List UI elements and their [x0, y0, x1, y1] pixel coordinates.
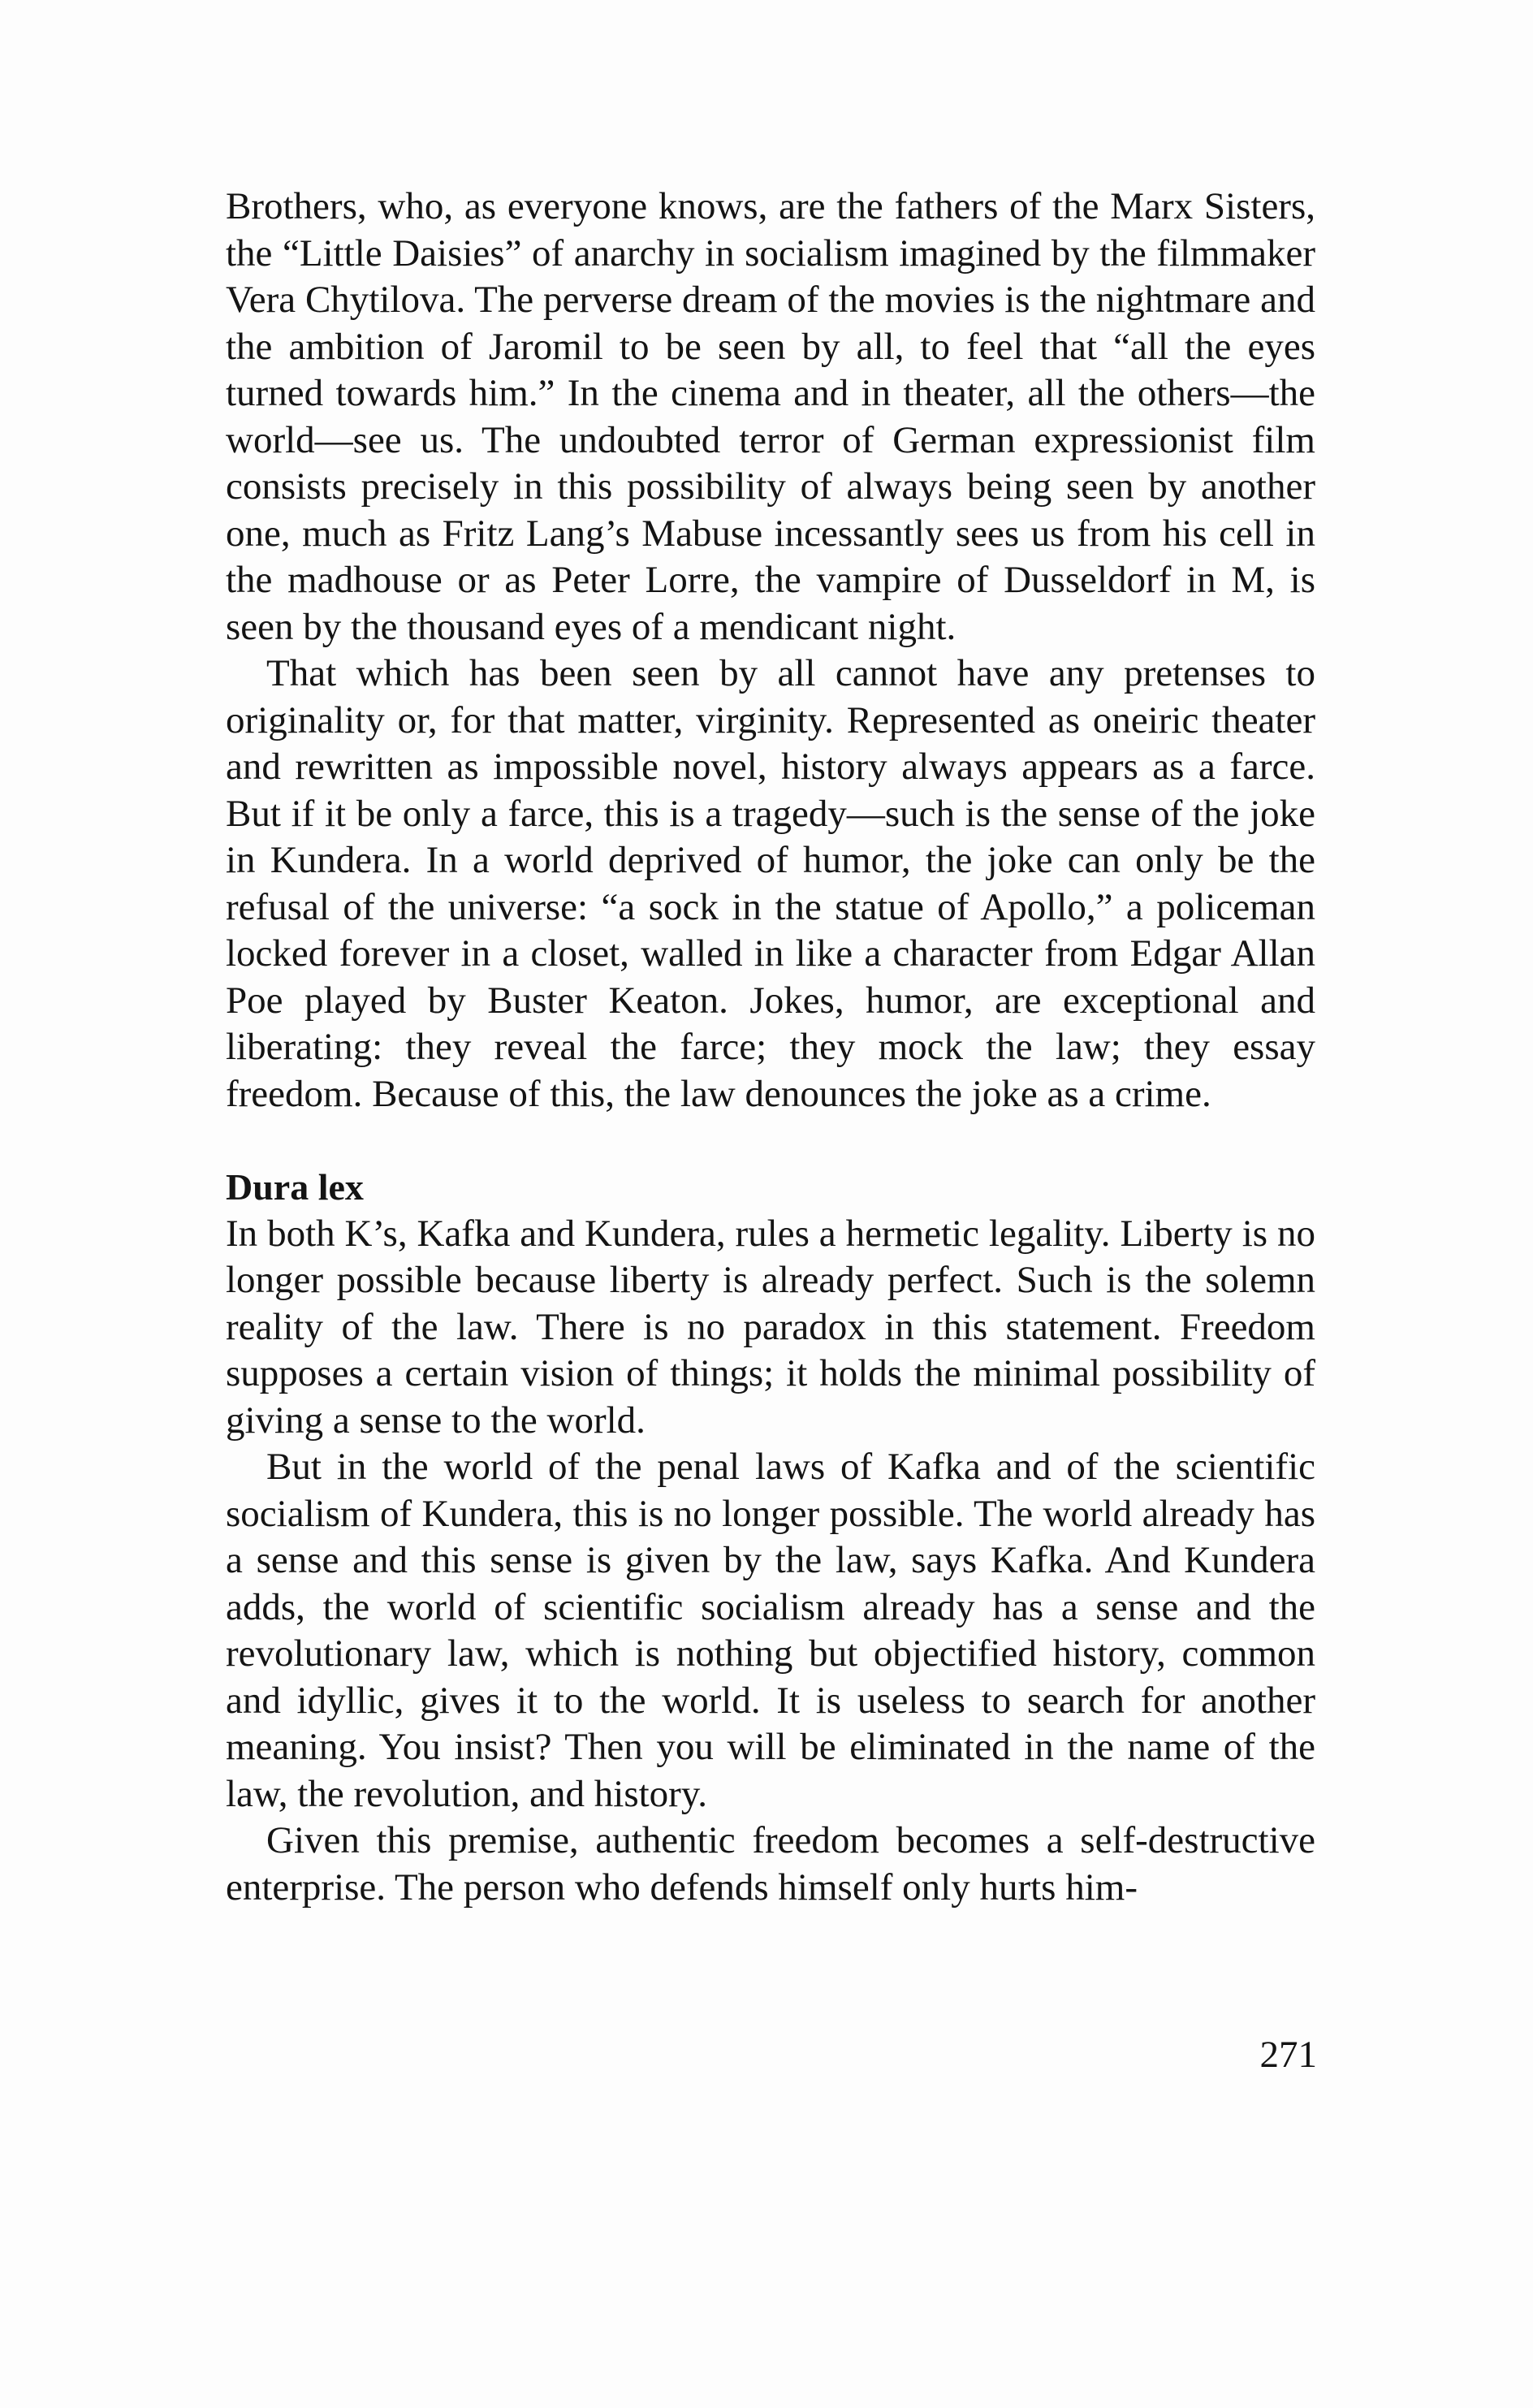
paragraph-authentic-freedom: Given this premise, authentic freedom becomes a self-destructive enterprise. The person who defends himself only hurts him- — [226, 1819, 1315, 1909]
page-number: 271 — [1259, 2034, 1317, 2076]
paragraph-marx-sisters: Brothers, who, as everyone knows, are the fathers of the Marx Sisters, the “Little Daisies” of anarchy in socialism imagined by the filmmaker Vera Chytilova. The perverse dream of the movies is the nightmare and the ambition of Jaromil to be seen by all, to feel that “all the eyes turned towards him.” In the cinema and in theater, all the others—the world—see us. The undoubted terror of German expressionist film consists precisely in this possibility of always being seen by another one, much as Fritz Lang’s Mabuse incessantly sees us from his cell in the madhouse or as Peter Lorre, the vampire of Dusseldorf in M, is seen by the thousand eyes of a mendicant night. — [226, 185, 1315, 648]
paragraph-farce: That which has been seen by all cannot have any pretenses to originality or, for that matter, virginity. Represented as oneiric theater and rewritten as impossible novel, history always appears as a farce. But if it be only a farce, this is a tragedy—such is the sense of the joke in Kundera. In a world deprived of humor, the joke can only be the refusal of the universe: “a sock in the statue of Apollo,” a policeman locked forever in a closet, walled in like a character from Edgar Allan Poe played by Buster Keaton. Jokes, humor, are exceptional and liberating: they reveal the farce; they mock the law; they essay freedom. Because of this, the law denounces the joke as a crime. — [226, 652, 1315, 1115]
paragraph-scientific-socialism: But in the world of the penal laws of Kafka and of the scientific socialism of Kundera, this is no longer possible. The world already has a sense and this sense is given by the law, says Kafka. And Kundera adds, the world of scientific socialism already has a sense and the revolutionary law, which is nothing but objectified history, common and idyllic, gives it to the world. It is useless to search for another meaning. You insist? Then you will be eliminated in the name of the law, the revolution, and history. — [226, 1446, 1315, 1815]
section-heading: Dura lex — [226, 1166, 364, 1208]
paragraph-hermetic-legality: In both K’s, Kafka and Kundera, rules a hermetic legality. Liberty is no longer possible because liberty is already perfect. Such is the solemn reality of the law. There is no paradox in this statement. Freedom supposes a certain vision of things; it holds the minimal possibility of giving a sense to the world. — [226, 1212, 1315, 1442]
body-text — [226, 184, 1315, 1911]
